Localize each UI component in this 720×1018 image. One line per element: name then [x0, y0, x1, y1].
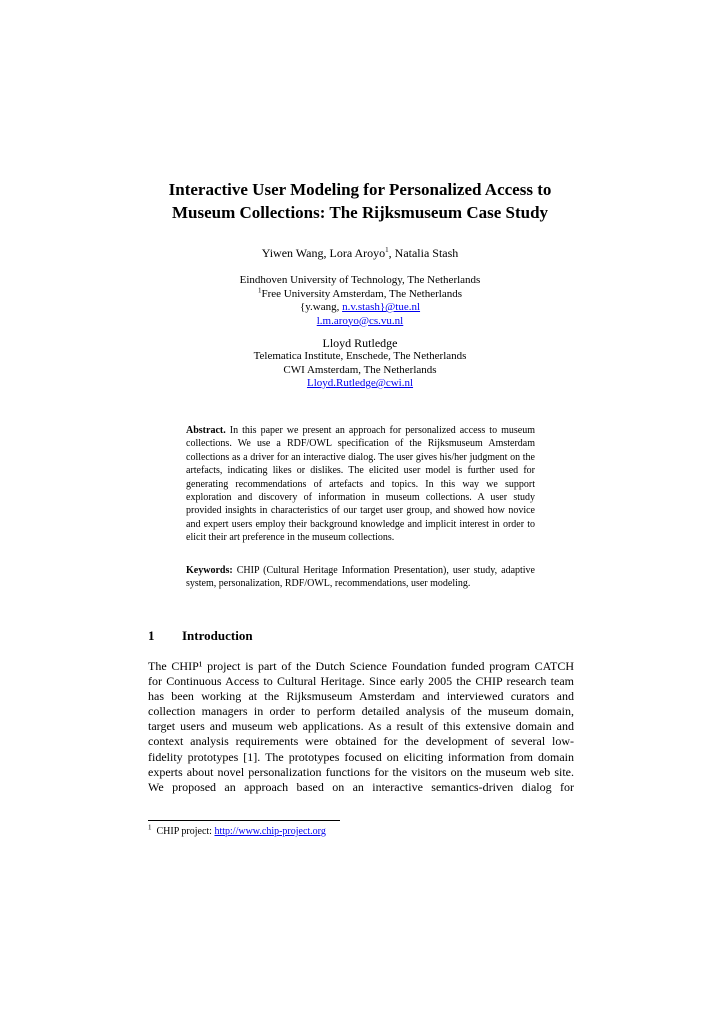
- section-number: 1: [148, 628, 155, 643]
- section-title: Introduction: [182, 628, 253, 643]
- second-author: [147, 337, 573, 351]
- abstract-label: Abstract.: [186, 425, 226, 436]
- title-line-2: Museum Collections: The Rijksmuseum Case Study: [171, 203, 549, 222]
- authors-text-b: , Natalia Stash: [388, 246, 459, 260]
- footnote-label: CHIP project:: [156, 826, 215, 837]
- footnote-divider: [148, 820, 340, 821]
- keywords: [186, 564, 535, 591]
- body-line: target users and museum web applications. As a result of this extensive domain and: [148, 719, 574, 734]
- author-name: Lloyd Rutledge: [322, 336, 398, 350]
- footnote: [148, 823, 326, 837]
- abstract-text: In this paper we present an approach for personalized access to museum collections. We use a RDF/OWL specification of the Rijksmuseum Amsterdam collections as a driver for an interactive dialog. The user gives his/her judgment on the artefacts, indicating likes or dislikes. The elicited user model is further used for generating recommendations of artefacts and topics. In this way we support exploration and discovery of information in museum collections. A user study provided insights in characteristics of our target user group, and showed how novice and expert users employ their background knowledge and implicit interest in order to elicit their art preference in the museum collections.: [186, 425, 535, 544]
- body-line: experts about novel personalization functions for the visitors on the museum web site.: [148, 764, 574, 779]
- body-line: The CHIP¹ project is part of the Dutch Science Foundation funded program CATCH: [148, 659, 574, 673]
- email-link-stash[interactable]: n.v.stash}@tue.nl: [342, 301, 421, 313]
- keywords-label: Keywords:: [186, 565, 233, 576]
- keywords-text: CHIP (Cultural Heritage Information Presentation), user study, adaptive system, personalization, RDF/OWL, recommendations, user modeling.: [186, 565, 535, 590]
- footnote-marker: 1: [148, 823, 152, 832]
- body-line: has been working at the Rijksmuseum Amsterdam and interviewed curators and: [148, 689, 574, 704]
- body-line: We proposed an approach based on an interactive semantics-driven dialog for: [148, 779, 574, 794]
- title-line-1: Interactive User Modeling for Personalized Access to: [168, 180, 552, 199]
- body-text: [148, 659, 574, 795]
- footnote-link[interactable]: http://www.chip-project.org: [214, 826, 326, 837]
- affiliation-block-1: [147, 274, 573, 328]
- email-link-aroyo[interactable]: l.m.aroyo@cs.vu.nl: [316, 314, 404, 327]
- body-line: collection managers in order to perform detailed analysis of the museum domain,: [148, 704, 574, 719]
- body-line: context analysis requirements were obtained for the development of several low-: [148, 734, 574, 749]
- affiliation-line: Telematica Institute, Enschede, The Netherlands: [253, 350, 467, 362]
- affiliation-line: CWI Amsterdam, The Netherlands: [283, 363, 437, 376]
- email-prefix: {y.wang,: [299, 301, 343, 313]
- section-heading: [148, 628, 253, 644]
- abstract: [186, 424, 535, 545]
- affiliation-line: Eindhoven University of Technology, The Netherlands: [239, 274, 481, 286]
- authors-affil-marker: 1: [385, 246, 389, 254]
- body-line: for Continuous Access to Cultural Heritage. Since early 2005 the CHIP research team: [148, 674, 574, 689]
- paper-title: [140, 178, 580, 224]
- affiliation-marker: 1: [258, 285, 262, 294]
- body-line: fidelity prototypes [1]. The prototypes focused on eliciting information from domain: [148, 749, 574, 764]
- author-list: [147, 247, 573, 261]
- affiliation-block-2: [147, 350, 573, 391]
- affiliation-line: Free University Amsterdam, The Netherlands: [261, 287, 462, 300]
- email-link-rutledge[interactable]: Lloyd.Rutledge@cwi.nl: [306, 377, 414, 389]
- authors-text-a: Yiwen Wang, Lora Aroyo: [261, 246, 386, 260]
